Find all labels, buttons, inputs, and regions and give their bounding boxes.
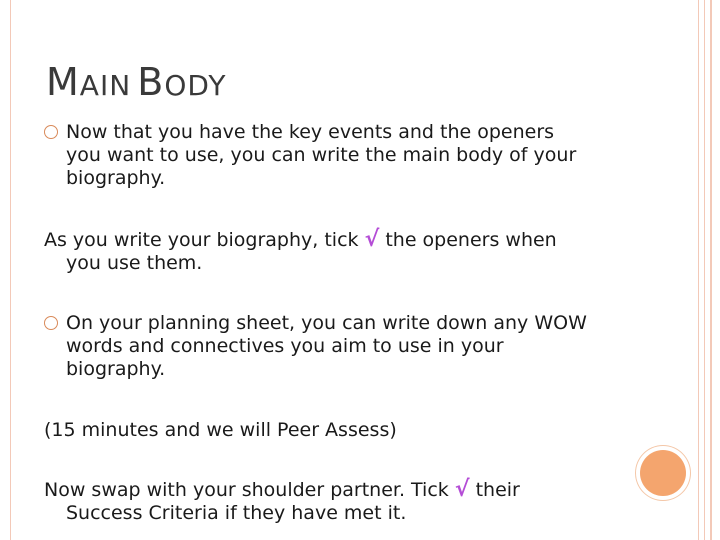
text-line: you want to use, you can write the main body of your	[66, 144, 577, 166]
text-segment: As you write your biography, tick	[44, 229, 359, 251]
title-letter-b: B	[137, 60, 165, 104]
text-segment: Now swap with your shoulder partner. Tick	[44, 479, 449, 501]
slide-decoration-lines	[686, 0, 720, 540]
text-line: Success Criteria if they have met it.	[66, 502, 407, 524]
title-rest-body: ODY	[164, 69, 227, 102]
bullet-paragraph-1	[66, 121, 576, 190]
paragraph-swap	[44, 478, 520, 525]
tick-mark-icon: √	[454, 477, 470, 502]
text-line: biography.	[66, 358, 166, 380]
text-line: Now that you have the key events and the openers	[66, 121, 555, 143]
title-rest-main: AIN	[79, 69, 132, 102]
tick-mark-icon: √	[364, 227, 380, 252]
text-line: On your planning sheet, you can write down any WOW	[66, 312, 587, 334]
text-line: biography.	[66, 167, 166, 189]
text-segment: their	[475, 479, 520, 501]
bullet-paragraph-2	[66, 312, 587, 381]
text-line: (15 minutes and we will Peer Assess)	[44, 419, 397, 441]
bullet-icon	[44, 125, 58, 139]
paragraph-tick-openers	[44, 228, 557, 275]
text-segment: the openers when	[385, 229, 557, 251]
decorative-circle	[640, 450, 686, 496]
text-line: words and connectives you aim to use in your	[66, 335, 504, 357]
text-line: you use them.	[66, 252, 203, 274]
slide-title	[46, 60, 227, 104]
title-letter-m: M	[46, 60, 80, 104]
paragraph-timing	[44, 419, 397, 442]
bullet-icon	[44, 316, 58, 330]
